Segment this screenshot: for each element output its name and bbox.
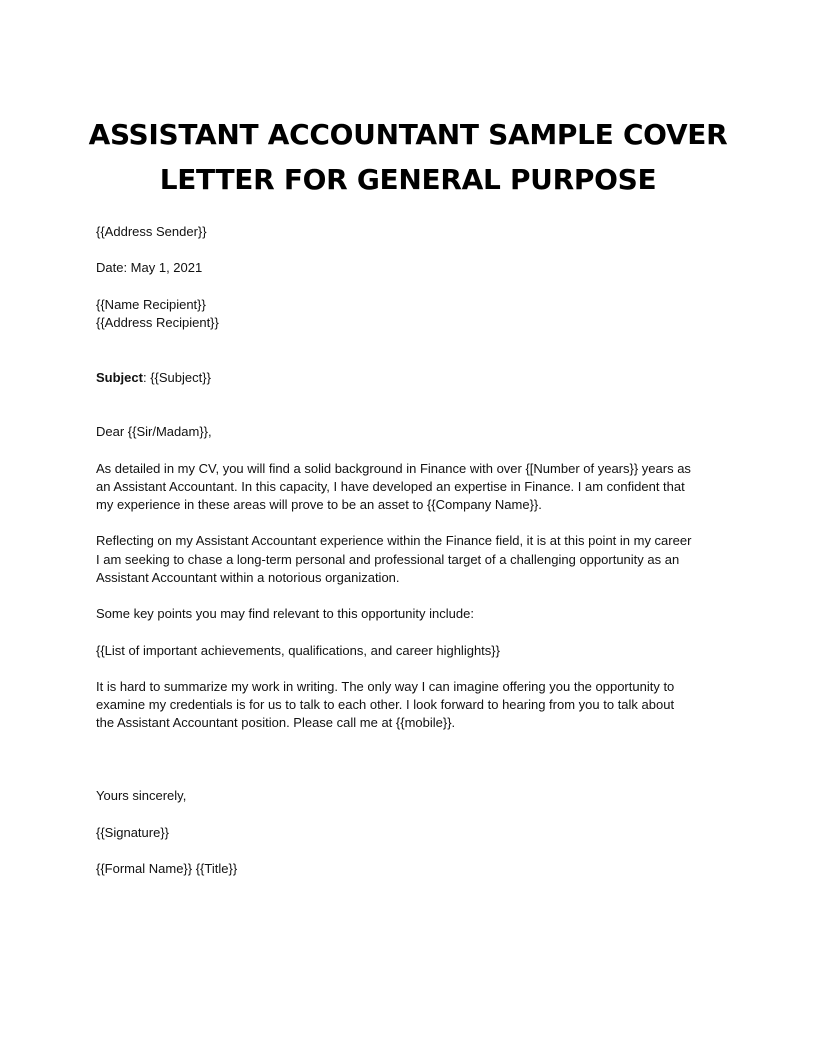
paragraph-1-line: an Assistant Accountant. In this capacity, I have developed an expertise in Finance. I am confident that xyxy=(96,478,685,494)
title-line-2: LETTER FOR GENERAL PURPOSE xyxy=(159,163,657,196)
paragraph-5-line: It is hard to summarize my work in writing. The only way I can imagine offering you the opportunity to xyxy=(96,678,675,694)
subject-value: : {{Subject}} xyxy=(142,369,211,385)
letter-date: Date: May 1, 2021 xyxy=(96,260,203,276)
paragraph-2 xyxy=(96,532,726,587)
paragraph-5-line: the Assistant Accountant position. Please call me at {{mobile}}. xyxy=(96,715,456,731)
salutation: Dear {{Sir/Madam}}, xyxy=(96,424,212,440)
letter-body xyxy=(96,223,726,878)
paragraph-1-line: my experience in these areas will prove to be an asset to {{Company Name}}. xyxy=(96,496,542,512)
paragraph-5-line: examine my credentials is for us to talk to each other. I look forward to hearing from you to talk about xyxy=(96,697,675,713)
closing: Yours sincerely, xyxy=(96,788,187,804)
formal-name-title: {{Formal Name}} {{Title}} xyxy=(96,860,238,876)
paragraph-1 xyxy=(96,460,726,515)
paragraph-2-line: Assistant Accountant within a notorious organization. xyxy=(96,569,400,585)
paragraph-3: Some key points you may find relevant to this opportunity include: xyxy=(96,606,474,622)
paragraph-5 xyxy=(96,678,726,733)
signature-placeholder: {{Signature}} xyxy=(96,824,170,840)
subject-line xyxy=(96,369,726,387)
title-line-1: ASSISTANT ACCOUNTANT SAMPLE COVER xyxy=(88,118,728,151)
paragraph-1-line: As detailed in my CV, you will find a solid background in Finance with over {[Number of years}} years as xyxy=(96,460,691,476)
document-title xyxy=(60,112,756,202)
address-recipient: {{Address Recipient}} xyxy=(96,314,219,330)
address-sender: {{Address Sender}} xyxy=(96,224,207,239)
paragraph-4: {{List of important achievements, qualifications, and career highlights}} xyxy=(96,642,500,658)
paragraph-2-line: I am seeking to chase a long-term personal and professional target of a challenging opportunity as an xyxy=(96,551,680,567)
subject-label: Subject xyxy=(96,369,143,385)
paragraph-2-line: Reflecting on my Assistant Accountant experience within the Finance field, it is at this point in my career xyxy=(96,533,692,549)
name-recipient: {{Name Recipient}} xyxy=(96,296,206,312)
